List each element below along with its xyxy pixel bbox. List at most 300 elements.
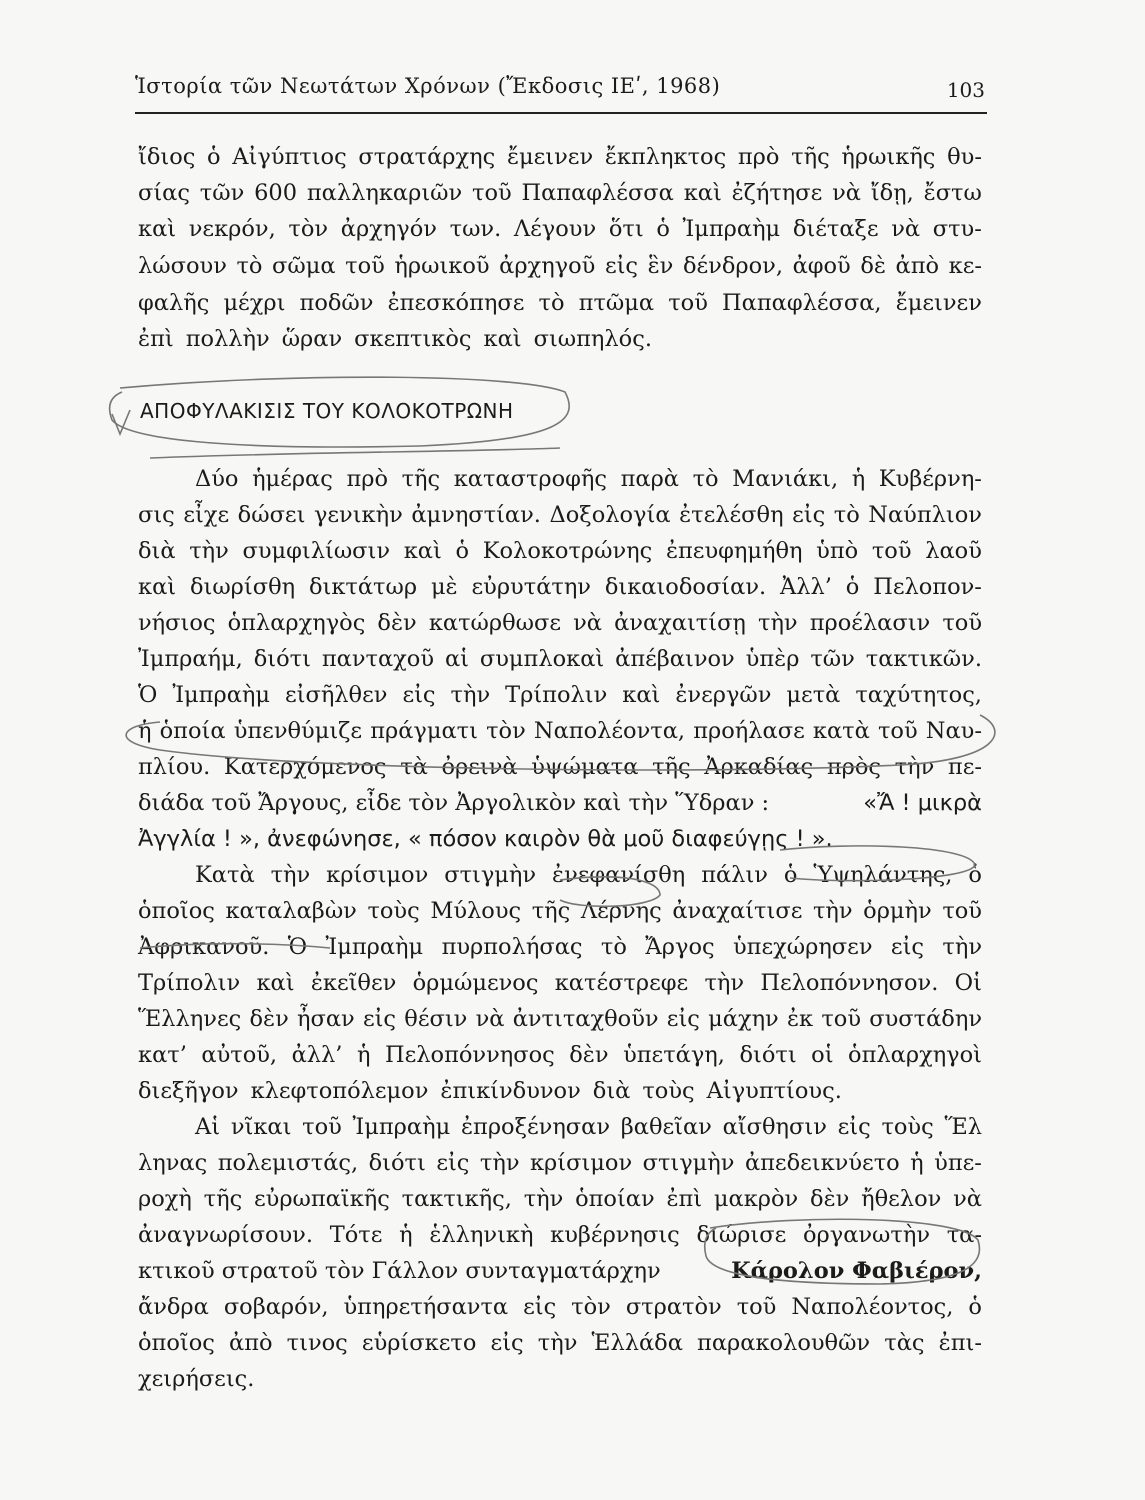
word: ἔμεινεν: [506, 144, 594, 170]
word: κε-: [948, 253, 982, 279]
word: ἀναχαιτίσῃ: [614, 610, 746, 636]
word: διότι: [368, 1150, 426, 1176]
heading-v-mark: [112, 410, 130, 434]
word: πλίου.: [138, 754, 211, 780]
word: τοῦ: [877, 718, 918, 744]
word: ἀπὸ: [229, 1330, 273, 1356]
word: τακτικῶν.: [865, 646, 982, 672]
word: προέλασιν: [809, 610, 931, 636]
word: ἐπὶ: [138, 326, 174, 352]
word: παλληκαριῶν: [306, 180, 463, 206]
word: δὲν: [249, 1006, 289, 1032]
word: Κατὰ: [195, 862, 255, 888]
word: καταστροφῆς: [453, 466, 608, 492]
word: δένδρον,: [682, 253, 783, 279]
word: ἀλλ’: [291, 1042, 343, 1068]
word: ἓν: [647, 253, 674, 279]
word: Πελοπόννησον.: [760, 970, 939, 996]
word: αὐτοῦ,: [201, 1042, 278, 1068]
word: τὴν: [189, 538, 229, 564]
word: ὥραν: [281, 326, 343, 352]
word: Ὑψηλάντης,: [813, 862, 953, 888]
word: δὲν: [377, 610, 417, 636]
section-heading: ΑΠΟΦΥΛΑΚΙΣΙΣ ΤΟΥ ΚΟΛΟΚΟΤΡΩΝΗ: [140, 399, 514, 423]
word: πρὸς: [826, 754, 881, 780]
word: Κατερχόμενος: [223, 754, 387, 780]
word: ἑλληνικὴ: [429, 1222, 534, 1248]
word: Πελοπον-: [873, 574, 982, 600]
word: εἰς: [436, 1150, 470, 1176]
word: καὶ: [138, 574, 177, 600]
word: διότι: [739, 1042, 797, 1068]
word: ἀφοῦ: [792, 253, 851, 279]
word: ἡ: [910, 1150, 924, 1176]
word: ἐκεῖθεν: [310, 970, 397, 996]
word: ὁρμώμενος: [412, 970, 539, 996]
word: καὶ: [622, 682, 661, 708]
word: στρατὸν: [625, 1294, 722, 1320]
word: Πελοπόννησος: [384, 1042, 555, 1068]
text-line: [138, 605, 982, 641]
word: ἀρχηγόν: [340, 216, 437, 242]
word: Παπαφλέσσα: [521, 180, 674, 206]
page-number: 103: [946, 78, 985, 102]
word: καὶ: [483, 326, 522, 352]
word: εἰς: [890, 934, 924, 960]
word: τοῦ: [345, 253, 385, 279]
word: αἱ: [444, 646, 469, 672]
word: τὸν: [571, 1294, 611, 1320]
word: Ἰμπραὴμ: [352, 1114, 451, 1140]
word: εὐρυτάτην: [471, 574, 591, 600]
word: ὁποῖος: [138, 898, 215, 924]
word: μακρὸν: [713, 1186, 799, 1212]
word: ὑπηρετήσαντα: [343, 1294, 509, 1320]
text-line: [195, 461, 982, 497]
word: καταλαβὼν: [225, 898, 357, 924]
word: θυ-: [947, 144, 982, 170]
word: εἰς: [402, 682, 436, 708]
word: μάχην: [708, 1006, 779, 1032]
word: ἐπὶ: [666, 1186, 703, 1212]
word: ἐνεφανίσθη: [552, 862, 686, 888]
quote-exclamation: «Ἄ ! μικρὰ: [863, 790, 982, 816]
word: συστάδην: [869, 1006, 982, 1032]
word: ἤθελον: [861, 1186, 942, 1212]
word: τῆς: [652, 754, 691, 780]
word: εἰς: [490, 1330, 524, 1356]
word: ὑπενθύμιζε: [233, 718, 363, 744]
word: τοῦ: [871, 538, 912, 564]
word: δικαιοδοσίαν.: [604, 574, 767, 600]
word: ἐτελέσθη: [679, 502, 784, 528]
word: νὰ: [891, 216, 921, 242]
word: ἐπικίνδυνον: [440, 1078, 581, 1104]
word: ἀρχηγοῦ: [499, 253, 596, 279]
word: ὁ: [656, 216, 670, 242]
word: νὰ: [832, 180, 861, 206]
word: ἀμνηστίαν.: [411, 502, 541, 528]
word: τὴν: [894, 754, 935, 780]
word: πανταχοῦ: [321, 646, 435, 672]
word: Τρίπολιν: [138, 970, 241, 996]
word: δὲν: [569, 1042, 609, 1068]
word: ἔκπληκτος: [604, 144, 727, 170]
word: σκεπτικὸς: [354, 326, 472, 352]
text-line: [138, 175, 982, 211]
word: τὴν: [942, 934, 982, 960]
word: σις: [138, 502, 175, 528]
word: εἰς: [604, 253, 639, 279]
text-line: [195, 857, 982, 893]
word: εἰς: [792, 502, 826, 528]
word: τοὺς: [642, 1078, 695, 1104]
word: των.: [449, 216, 502, 242]
word: τοῦ: [942, 610, 982, 636]
word: Ἀρκαδίας: [704, 754, 814, 780]
text-line: [138, 569, 982, 605]
word: στιγμὴν: [444, 862, 537, 888]
text-line: [138, 821, 982, 857]
word: ὀρεινὰ: [441, 754, 518, 780]
word: ὁ: [968, 862, 982, 888]
word: Παπαφλέσσα,: [722, 290, 882, 316]
word: ὁποίαν: [575, 1186, 655, 1212]
word: διωρίσθη: [189, 574, 296, 600]
word: θέσιν: [404, 1006, 468, 1032]
word: ὑπε-: [934, 1150, 982, 1176]
word: τὸ: [236, 253, 263, 279]
text-line: [138, 211, 982, 247]
word: διὰ: [592, 1078, 631, 1104]
word: εὑρίσκετο: [361, 1330, 477, 1356]
word: εἰς: [362, 1006, 397, 1032]
word: τοῦ: [472, 180, 512, 206]
word: τὴν: [537, 1330, 578, 1356]
word: Ἰμπραήμ,: [138, 646, 243, 672]
word: Ἀφρικανοῦ.: [138, 934, 270, 960]
text-line: [138, 1181, 982, 1217]
word: τινος: [286, 1330, 348, 1356]
word: αἴσθησιν: [722, 1114, 827, 1140]
word: προήλασε: [693, 718, 805, 744]
text-line: [138, 533, 982, 569]
word: ἡρωικῆς: [841, 144, 936, 170]
word: ὁρμὴν: [863, 898, 932, 924]
word: ὁ: [968, 1294, 982, 1320]
word: ἡ: [138, 718, 152, 744]
word: Κυβέρνη-: [878, 466, 982, 492]
word: τοῦ: [821, 1006, 862, 1032]
word: ἐπευφημήθη: [665, 538, 803, 564]
word: ὑψώματα: [531, 754, 639, 780]
word: τῶν: [199, 180, 245, 206]
word: εἰς: [837, 1114, 871, 1140]
word: ἐνεργῶν: [675, 682, 772, 708]
word: διώρισε: [696, 1222, 787, 1248]
text-line: [138, 713, 982, 749]
word: κατ’: [138, 1042, 187, 1068]
word: καὶ: [138, 216, 177, 242]
word: ὑπὸ: [816, 538, 859, 564]
word: κατώρθωσε: [428, 610, 562, 636]
word: ὁ: [845, 574, 860, 600]
word: τῆς: [401, 466, 441, 492]
text-line: [138, 641, 982, 677]
word: τὴν: [812, 898, 853, 924]
word: τῶν: [810, 646, 855, 672]
word: καὶ: [256, 970, 295, 996]
word: σοβαρόν,: [223, 1294, 329, 1320]
word: Ἰμπραὴμ: [682, 216, 781, 242]
word: πράγματι: [370, 718, 478, 744]
text-line: [138, 285, 982, 321]
word: Κολοκοτρώνης: [482, 538, 653, 564]
word: συμπλοκαὶ: [479, 646, 605, 672]
word: εἰσῆλθεν: [284, 682, 388, 708]
word: Μανιάκι,: [732, 466, 839, 492]
word: κατέστρεφε: [554, 970, 689, 996]
word: βαθεῖαν: [620, 1114, 712, 1140]
word: κλεφτοπόλεμον: [250, 1078, 429, 1104]
word: τὸν: [486, 718, 526, 744]
word: νήσιος: [138, 610, 216, 636]
word: ἔμεινεν: [895, 290, 982, 316]
text-line: [138, 677, 982, 713]
word: ἐκ: [786, 1006, 814, 1032]
word: ὀργανωτὴν: [802, 1222, 931, 1248]
text-line: [138, 929, 982, 965]
word: διὰ: [138, 538, 176, 564]
word: ἐπροξένησαν: [460, 1114, 611, 1140]
word: Αἱ: [195, 1114, 221, 1140]
word: ἴδιος: [138, 144, 196, 170]
word: Ἄργος: [645, 934, 715, 960]
word: δὲν: [810, 1186, 850, 1212]
heading-underline-mark: [150, 448, 560, 458]
word: ἡρωικοῦ: [394, 253, 490, 279]
text-line: [138, 1037, 982, 1073]
word: ἐπι-: [938, 1330, 982, 1356]
word: τὴν: [704, 970, 745, 996]
word: Ναύπλιον: [868, 502, 982, 528]
word: ἴδῃ,: [870, 180, 914, 206]
quote-line-2: Ἀγγλία ! », ἀνεφώνησε, « πόσον καιρὸν θὰ μοῦ διαφεύγῃς ! ».: [138, 826, 833, 852]
word: τὸ: [833, 502, 860, 528]
text-line: [138, 893, 982, 929]
word: σίας: [138, 180, 190, 206]
word: μὲ: [430, 574, 458, 600]
word: Τότε: [329, 1222, 383, 1248]
word: Ἑλλάδα: [591, 1330, 683, 1356]
word: ὑπεχώρησεν: [733, 934, 873, 960]
word: φαλῆς: [138, 290, 210, 316]
word: ἀπὸ: [895, 253, 940, 279]
word: 600: [254, 180, 298, 206]
word: ὑπετάγη,: [623, 1042, 725, 1068]
word: ὑπὲρ: [745, 646, 800, 672]
word: Δοξολογία: [549, 502, 671, 528]
word: δώσει: [237, 502, 306, 528]
word: λώσουν: [138, 253, 227, 279]
word: Ἰμπραὴμ: [325, 934, 424, 960]
header-title: Ἱστορία τῶν Νεωτάτων Χρόνων (Ἔκδοσις ΙΕʹ, 1968): [135, 74, 721, 98]
word: Ναπολέοντος,: [791, 1294, 954, 1320]
word: ὁποῖος: [138, 1330, 215, 1356]
text-line: [138, 1073, 982, 1109]
word: ἀπεδεικνύετο: [744, 1150, 900, 1176]
word: παρὰ: [620, 466, 679, 492]
word: τα-: [946, 1222, 982, 1248]
word: Αἰγυπτίους.: [706, 1078, 842, 1104]
word: δὲ: [860, 253, 886, 279]
word: Ἰμπραὴμ: [172, 682, 270, 708]
word: ληνας: [138, 1150, 208, 1176]
word: γενικὴν: [313, 502, 403, 528]
word: Λέγουν: [513, 216, 597, 242]
word: μετὰ: [786, 682, 841, 708]
word: Αἰγύπτιος: [232, 144, 347, 170]
word: ἦσαν: [297, 1006, 355, 1032]
word: διεξῆγον: [138, 1078, 239, 1104]
word: ἐζήτησε: [731, 180, 823, 206]
word: ἄνδρα: [138, 1294, 209, 1320]
word: στυ-: [932, 216, 982, 242]
word: τοῦ: [942, 898, 982, 924]
word: Δύο: [195, 466, 239, 492]
word: ὁ: [783, 862, 798, 888]
word: πε-: [947, 754, 982, 780]
word: τὸ: [538, 290, 565, 316]
word: διότι: [253, 646, 311, 672]
word: καὶ: [403, 538, 442, 564]
word: μέχρι: [223, 290, 286, 316]
word: χειρήσεις.: [138, 1366, 255, 1392]
word: ὁπλαρχηγὸς: [227, 610, 366, 636]
text-line: [138, 1217, 982, 1253]
text-before-name: κτικοῦ στρατοῦ τὸν Γάλλον συνταγματάρχην: [138, 1258, 661, 1284]
word: τὸν: [288, 216, 329, 242]
word: Ἕλ: [944, 1114, 982, 1140]
word: Μύλους: [430, 898, 522, 924]
word: πολεμιστάς,: [217, 1150, 359, 1176]
word: τοῦ: [668, 290, 708, 316]
quote-line-text: διάδα τοῦ Ἄργους, εἶδε τὸν Ἀργολικὸν καὶ τὴν Ὕδραν :: [138, 790, 770, 816]
word: νῖκαι: [230, 1114, 292, 1140]
word: εὐρωπαϊκῆς: [253, 1186, 390, 1212]
text-line: [138, 248, 982, 284]
word: τὴν: [270, 862, 311, 888]
word: τὸ: [692, 466, 719, 492]
word: σῶμα: [272, 253, 336, 279]
word: πάλιν: [701, 862, 768, 888]
text-line: [138, 1325, 982, 1361]
word: ὁπλαρχηγοὶ: [848, 1042, 982, 1068]
word: νὰ: [573, 610, 602, 636]
word: τοῦ: [736, 1294, 777, 1320]
word: τῆς: [203, 1186, 243, 1212]
word: Οἱ: [954, 970, 982, 996]
word: οἱ: [811, 1042, 834, 1068]
text-line: [138, 1289, 982, 1325]
text-line: [138, 785, 982, 821]
text-line: [195, 1109, 982, 1145]
word: στρατάρχης: [358, 144, 496, 170]
word: ἡμέρας: [252, 466, 333, 492]
word: ἀντιταχθοῦν: [512, 1006, 659, 1032]
text-line: [138, 1001, 982, 1037]
word: πρὸ: [346, 466, 388, 492]
word: παρακολουθῶν: [697, 1330, 871, 1356]
word: λαοῦ: [925, 538, 982, 564]
word: διέταξε: [792, 216, 879, 242]
word: τοὺς: [367, 898, 420, 924]
word: πυρπολήσας: [441, 934, 583, 960]
word: ἡ: [399, 1222, 413, 1248]
word: ἔστω: [923, 180, 982, 206]
word: σιωπηλός.: [533, 326, 652, 352]
word: κυβέρνησις: [550, 1222, 680, 1248]
word: τὰς: [884, 1330, 925, 1356]
word: πολλὴν: [185, 326, 270, 352]
word: ὁποία: [159, 718, 226, 744]
word: τακτικῆς,: [401, 1186, 512, 1212]
word: τοῦ: [302, 1114, 342, 1140]
word: Ναυ-: [925, 718, 982, 744]
word: τῆς: [791, 144, 830, 170]
word: Τρίπολιν: [505, 682, 608, 708]
word: νὰ: [475, 1006, 505, 1032]
word: ὁ: [455, 538, 470, 564]
text-line: [138, 1361, 982, 1397]
word: τὴν: [450, 682, 491, 708]
text-line: [138, 497, 982, 533]
word: Ὁ: [287, 934, 308, 960]
running-header: [135, 72, 987, 114]
word: Ἕλληνες: [138, 1006, 242, 1032]
word: ὁ: [207, 144, 221, 170]
word: στιγμὴν: [642, 1150, 735, 1176]
word: ἀπέβαινον: [615, 646, 735, 672]
word: τὴν: [479, 1150, 520, 1176]
word: ἐπεσκόπησε: [387, 290, 525, 316]
word: ἀναγνωρίσουν.: [138, 1222, 314, 1248]
text-line: [138, 1253, 982, 1289]
word: τὴν: [523, 1186, 564, 1212]
word: Λέρνης: [580, 898, 662, 924]
text-line: [138, 749, 982, 785]
word: τοὺς: [881, 1114, 934, 1140]
word: τῆς: [531, 898, 571, 924]
word: ἡ: [851, 466, 866, 492]
word: πτῶμα: [578, 290, 655, 316]
word: Ναπολέοντα,: [533, 718, 686, 744]
word: εἰς: [523, 1294, 557, 1320]
fabvier-name: Κάρολον Φαβιέρον,: [731, 1258, 982, 1284]
word: πρὸ: [737, 144, 780, 170]
word: Ἀλλ’: [780, 574, 832, 600]
text-line: [138, 139, 982, 175]
word: καὶ: [683, 180, 722, 206]
word: εἶχε: [183, 502, 230, 528]
text-line: [138, 1145, 982, 1181]
text-line: [138, 321, 982, 357]
word: δικτάτωρ: [308, 574, 418, 600]
word: Ὁ: [138, 682, 158, 708]
word: ταχύτητος,: [855, 682, 982, 708]
word: εἰς: [666, 1006, 700, 1032]
word: ἡ: [356, 1042, 371, 1068]
